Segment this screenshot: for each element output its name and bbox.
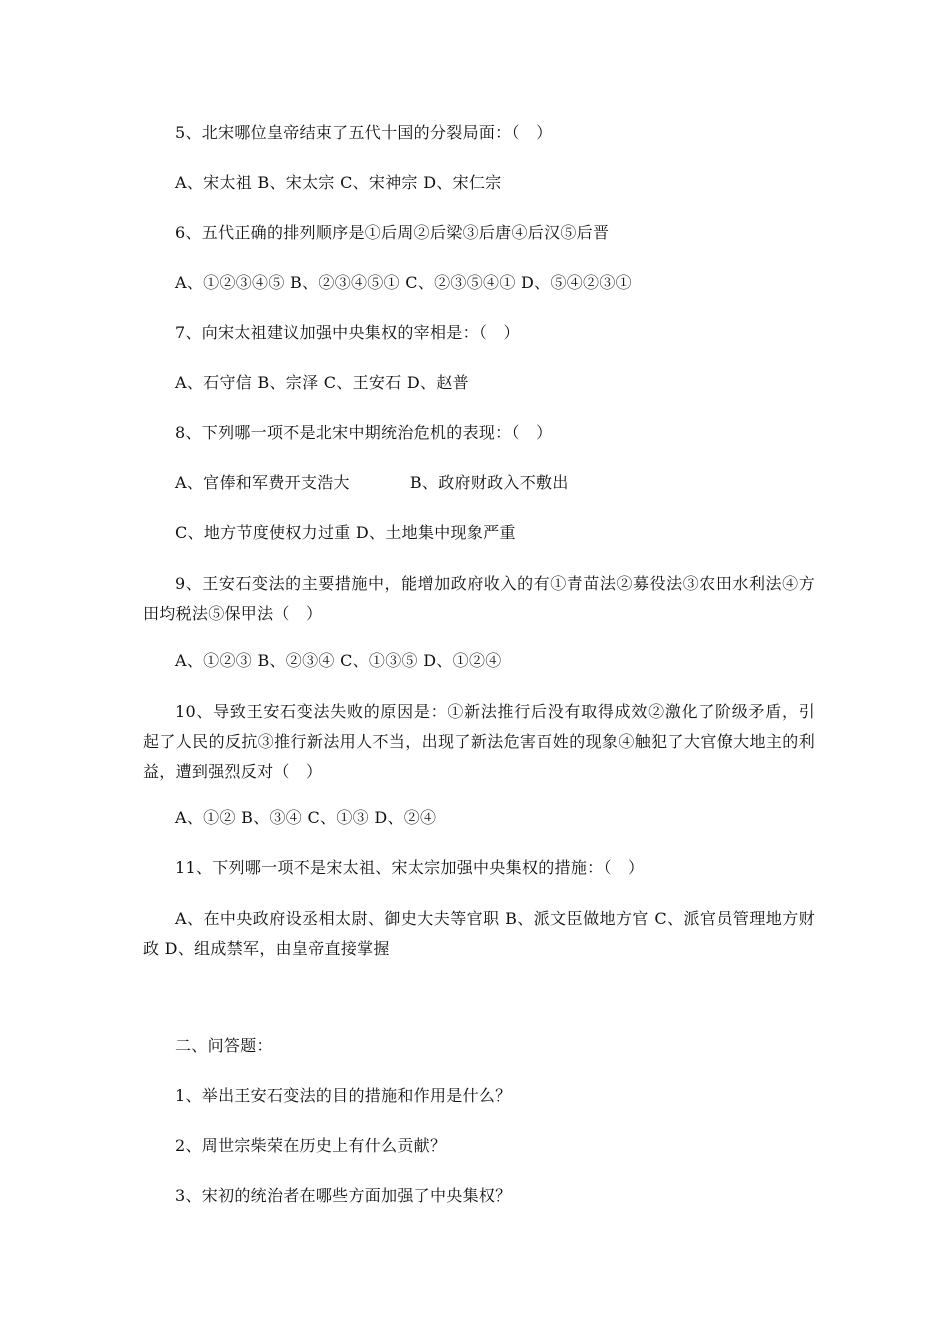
essay-question-1: 1、举出王安石变法的目的措施和作用是什么？ — [175, 1086, 512, 1105]
essay-question-2: 2、周世宗柴荣在历史上有什么贡献？ — [175, 1136, 447, 1155]
question-8-option-b: B、政府财政入不敷出 — [409, 473, 569, 492]
question-11: 11、下列哪一项不是宋太祖、宋太宗加强中央集权的措施：（ ） — [175, 858, 645, 877]
question-5-options: A、宋太祖 B、宋太宗 C、宋神宗 D、宋仁宗 — [175, 173, 502, 192]
question-9: 9、王安石变法的主要措施中，能增加政府收入的有①青苗法②募役法③农田水利法④方田均税法⑤保甲法（ ） — [143, 574, 815, 623]
question-7: 7、向宋太祖建议加强中央集权的宰相是：（ ） — [175, 323, 520, 342]
question-8: 8、下列哪一项不是北宋中期统治危机的表现：（ ） — [175, 423, 553, 442]
question-11-options: A、在中央政府设丞相太尉、御史大夫等官职 B、派文臣做地方官 C、派官员管理地方财政 D、组成禁军，由皇帝直接掌握 — [143, 909, 815, 958]
question-6-options: A、①②③④⑤ B、②③④⑤① C、②③⑤④① D、⑤④②③① — [175, 273, 632, 292]
question-6: 6、五代正确的排列顺序是①后周②后梁③后唐④后汉⑤后晋 — [175, 223, 610, 242]
question-10: 10、导致王安石变法失败的原因是：①新法推行后没有取得成效②激化了阶级矛盾，引起了人民的反抗③推行新法用人不当，出现了新法危害百姓的现象④触犯了大官僚大地主的利益，遭到强烈反对（ ） — [143, 702, 815, 781]
question-9-options: A、①②③ B、②③④ C、①③⑤ D、①②④ — [175, 651, 502, 670]
section-heading: 二、问答题： — [175, 1036, 273, 1055]
question-8-options-cd: C、地方节度使权力过重 D、土地集中现象严重 — [175, 523, 516, 542]
question-8-options-ab — [175, 473, 569, 493]
question-7-options: A、石守信 B、宗泽 C、王安石 D、赵普 — [175, 373, 469, 392]
essay-question-3: 3、宋初的统治者在哪些方面加强了中央集权？ — [175, 1186, 512, 1205]
question-5: 5、北宋哪位皇帝结束了五代十国的分裂局面：（ ） — [175, 123, 553, 142]
question-10-options: A、①② B、③④ C、①③ D、②④ — [175, 808, 437, 827]
question-8-option-a: A、官俸和军费开支浩大 — [175, 473, 350, 492]
